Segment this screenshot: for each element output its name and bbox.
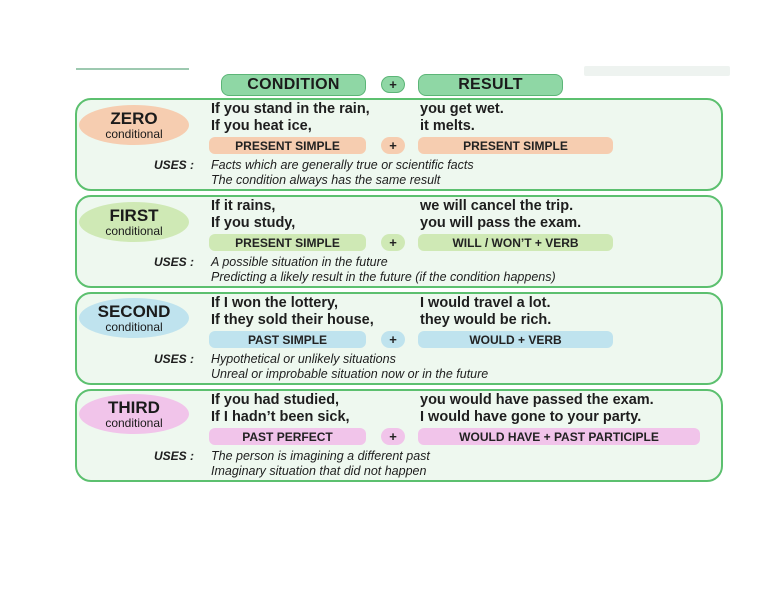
- first-conditional-badge: [79, 202, 189, 242]
- header-plus: +: [381, 76, 405, 93]
- third-plus: +: [381, 428, 405, 445]
- third-result-1: you would have passed the exam.: [420, 392, 654, 408]
- first-use-2: Predicting a likely result in the future (if the condition happens): [211, 270, 556, 284]
- third-conditional-badge: [79, 394, 189, 434]
- zero-conditional-badge: [79, 105, 189, 145]
- first-condition-2: If you study,: [211, 215, 296, 231]
- zero-result-form: PRESENT SIMPLE: [418, 137, 613, 154]
- second-condition-1: If I won the lottery,: [211, 295, 339, 311]
- zero-condition-2: If you heat ice,: [211, 118, 312, 134]
- result-header: RESULT: [418, 74, 563, 96]
- second-condition-form: PAST SIMPLE: [209, 331, 366, 348]
- first-plus: +: [381, 234, 405, 251]
- first-condition-1: If it rains,: [211, 198, 276, 214]
- third-condition-form: PAST PERFECT: [209, 428, 366, 445]
- zero-use-1: Facts which are generally true or scientific facts: [211, 158, 474, 172]
- zero-plus: +: [381, 137, 405, 154]
- zero-title: ZERO: [110, 109, 158, 128]
- first-result-1: we will cancel the trip.: [420, 198, 574, 214]
- second-use-1: Hypothetical or unlikely situations: [211, 352, 396, 366]
- third-subtitle: conditional: [105, 416, 163, 430]
- second-result-form: WOULD + VERB: [418, 331, 613, 348]
- third-condition-2: If I hadn’t been sick,: [211, 409, 350, 425]
- condition-header: CONDITION: [221, 74, 366, 96]
- third-use-1: The person is imagining a different past: [211, 449, 430, 463]
- second-conditional-badge: [79, 298, 189, 338]
- first-uses-label: USES :: [154, 255, 195, 269]
- zero-result-2: it melts.: [420, 118, 475, 134]
- zero-condition-form: PRESENT SIMPLE: [209, 137, 366, 154]
- top-rule: [76, 68, 189, 70]
- second-result-2: they would be rich.: [420, 312, 552, 328]
- first-result-form: WILL / WON’T + VERB: [418, 234, 613, 251]
- zero-result-1: you get wet.: [420, 101, 504, 117]
- zero-condition-1: If you stand in the rain,: [211, 101, 370, 117]
- third-use-2: Imaginary situation that did not happen: [211, 464, 427, 478]
- second-title: SECOND: [97, 302, 171, 321]
- first-result-2: you will pass the exam.: [420, 215, 582, 231]
- second-result-1: I would travel a lot.: [420, 295, 551, 311]
- first-condition-form: PRESENT SIMPLE: [209, 234, 366, 251]
- zero-subtitle: conditional: [105, 127, 163, 141]
- zero-use-2: The condition always has the same result: [211, 173, 441, 187]
- second-subtitle: conditional: [105, 320, 163, 334]
- third-title: THIRD: [108, 398, 160, 417]
- third-uses-label: USES :: [154, 449, 195, 463]
- first-subtitle: conditional: [105, 224, 163, 238]
- faded-watermark: [584, 66, 730, 76]
- second-condition-2: If they sold their house,: [211, 312, 374, 328]
- first-title: FIRST: [109, 206, 159, 225]
- second-uses-label: USES :: [154, 352, 195, 366]
- second-use-2: Unreal or improbable situation now or in the future: [211, 367, 489, 381]
- zero-uses-label: USES :: [154, 158, 195, 172]
- first-use-1: A possible situation in the future: [211, 255, 388, 269]
- second-plus: +: [381, 331, 405, 348]
- third-result-2: I would have gone to your party.: [420, 409, 642, 425]
- third-result-form: WOULD HAVE + PAST PARTICIPLE: [418, 428, 700, 445]
- third-condition-1: If you had studied,: [211, 392, 340, 408]
